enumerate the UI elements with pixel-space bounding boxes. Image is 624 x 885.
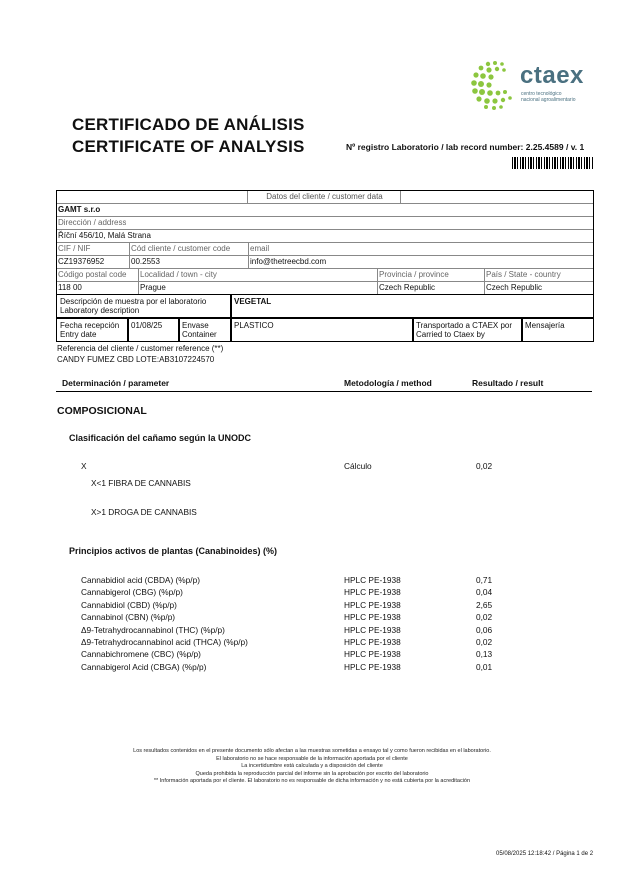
header-divider [56, 391, 592, 392]
postal-value: 118 00 [58, 283, 82, 292]
result-value: 0,13 [476, 649, 493, 660]
city-value: Prague [138, 282, 378, 294]
container-label-en: Container [182, 330, 217, 339]
result-param: Cannabinol (CBN) (%p/p) [81, 612, 176, 623]
result-value: 0,02 [476, 637, 493, 647]
customer-reference-label: Referencia del cliente / customer reference (**) [57, 344, 224, 353]
footer-line: La incertidumbre está calculada y a disposición del cliente [241, 763, 383, 769]
carried-value: Mensajería [525, 321, 565, 330]
page-footer [496, 851, 593, 857]
postal-label: Código postal code [58, 270, 127, 279]
client-name: GAMT s.r.o [58, 205, 101, 214]
email-value: info@thetreecbd.com [248, 256, 550, 268]
carried-label-cell [412, 318, 523, 342]
entry-date-label-cell [56, 318, 129, 342]
cif-value: CZ19376952 [58, 257, 105, 266]
carried-label-es: Transportado a CTAEX por [416, 321, 513, 330]
sample-desc-label-cell [56, 294, 232, 318]
ctaex-logo [468, 58, 598, 110]
container-value-cell [230, 318, 414, 342]
logo-brand: ctaex [520, 62, 584, 89]
sample-desc-label-es: Descripción de muestra por el laboratorio [60, 297, 207, 306]
result-param: Δ9-Tetrahydrocannabinol (THC) (%p/p) [81, 624, 225, 635]
country-value: Czech Republic [484, 282, 594, 294]
result-param: Cannabigerol (CBG) (%p/p) [81, 587, 183, 598]
logo-dots-icon [468, 58, 518, 110]
result-param: Cannabidiol (CBD) (%p/p) [81, 599, 177, 610]
lab-record-number [346, 142, 584, 152]
entry-date-label-es: Fecha recepción [60, 321, 120, 330]
carried-value-cell [521, 318, 594, 342]
entry-date-value-cell [127, 318, 180, 342]
container-label-es: Envase [182, 321, 209, 330]
logo-sub1: centro tecnológico [521, 91, 562, 97]
result-value: 0,06 [476, 624, 493, 635]
result-param: Cannabigerol Acid (CBGA) (%p/p) [81, 661, 207, 672]
timestamp: 05/08/2025 12:18:42 [496, 851, 552, 857]
container-value: PLASTICO [234, 321, 274, 330]
province-value: Czech Republic [377, 282, 485, 294]
result-method: HPLC PE-1938 [344, 587, 401, 598]
result-method: HPLC PE-1938 [344, 661, 401, 672]
result-value: 0,01 [476, 661, 493, 672]
email-label: email [248, 243, 550, 255]
province-label: Provincia / province [377, 269, 485, 281]
client-data-table [56, 190, 594, 295]
city-label: Localidad / town - city [138, 269, 378, 281]
document-title [72, 114, 305, 158]
result-value: 0,02 [476, 612, 493, 623]
country-label: País / State - country [484, 269, 594, 281]
footer-disclaimer [0, 748, 624, 786]
result-param: Cannabidiol acid (CBDA) (%p/p) [81, 575, 200, 585]
column-result: Resultado / result [472, 378, 544, 388]
address-value: Říční 456/10, Malá Strana [58, 231, 151, 240]
customer-code-value: 00.2553 [129, 256, 249, 268]
sample-desc-value: VEGETAL [234, 297, 272, 306]
result-method: HPLC PE-1938 [344, 599, 401, 610]
address-label: Dirección / address [58, 218, 127, 227]
group1-note-fiber: X<1 FIBRA DE CANNABIS [91, 478, 191, 488]
column-parameter: Determinación / parameter [62, 378, 170, 388]
result-param: Δ9-Tetrahydrocannabinol acid (THCA) (%p/p) [81, 637, 248, 647]
group1-param: X [81, 461, 87, 471]
entry-date-value: 01/08/25 [131, 321, 163, 330]
result-method: HPLC PE-1938 [344, 624, 401, 635]
footer-line: ** Información aportada por el cliente. El laboratorio no es responsable de dicha información y no está cubierta por la acreditación [153, 778, 471, 784]
title-en: CERTIFICATE OF ANALYSIS [72, 137, 305, 156]
group2-title: Principios activos de plantas (Canabinoides) (%) [69, 546, 278, 556]
record-label: Nº registro Laboratorio / lab record number: [346, 142, 524, 152]
group1-title: Clasificación del cañamo según la UNODC [69, 433, 252, 443]
carried-label-en: Carried to Ctaex by [416, 330, 485, 339]
barcode [512, 157, 594, 169]
section-title: COMPOSICIONAL [57, 405, 147, 417]
title-es: CERTIFICADO DE ANÁLISIS [72, 115, 305, 134]
footer-line: Queda prohibida la reproducción parcial del informe sin la aprobación por escrito del laboratorio [195, 770, 429, 777]
result-value: 2,65 [476, 599, 493, 610]
entry-date-label-en: Entry date [60, 330, 97, 339]
page-number: / Página 1 de 2 [552, 851, 594, 857]
container-label-cell [178, 318, 232, 342]
result-method: HPLC PE-1938 [344, 575, 401, 585]
cif-label: CIF / NIF [58, 244, 91, 253]
record-version: / v. 1 [565, 142, 585, 152]
logo-subtitle [521, 91, 575, 103]
result-param: Cannabichromene (CBC) (%p/p) [81, 649, 201, 660]
column-method: Metodología / method [344, 378, 432, 388]
logo-sub2: nacional agroalimentario [521, 97, 576, 103]
result-value: 0,71 [476, 575, 493, 585]
group1-result: 0,02 [476, 461, 493, 471]
result-method: HPLC PE-1938 [344, 637, 401, 647]
result-value: 0,04 [476, 587, 493, 598]
result-method: HPLC PE-1938 [344, 649, 401, 660]
customer-reference-value: CANDY FUMEZ CBD LOTE:AB3107224570 [57, 355, 215, 364]
group1-method: Cálculo [344, 461, 372, 471]
sample-desc-value-cell [230, 294, 594, 318]
sample-desc-label-en: Laboratory description [60, 306, 140, 315]
footer-line: Los resultados contenidos en el presente documento sólo afectan a las muestras sometidas a ensayo tal y como fueron recibidas en el laboratorio. [133, 748, 491, 754]
footer-line: El laboratorio no se hace responsable de la información aportada por el cliente [216, 755, 408, 762]
result-method: HPLC PE-1938 [344, 612, 401, 623]
customer-code-label: Cód cliente / customer code [129, 243, 249, 255]
record-value: 2.25.4589 [525, 142, 564, 152]
group1-note-drug: X>1 DROGA DE CANNABIS [91, 507, 197, 517]
client-header: Datos del cliente / customer data [247, 191, 401, 203]
